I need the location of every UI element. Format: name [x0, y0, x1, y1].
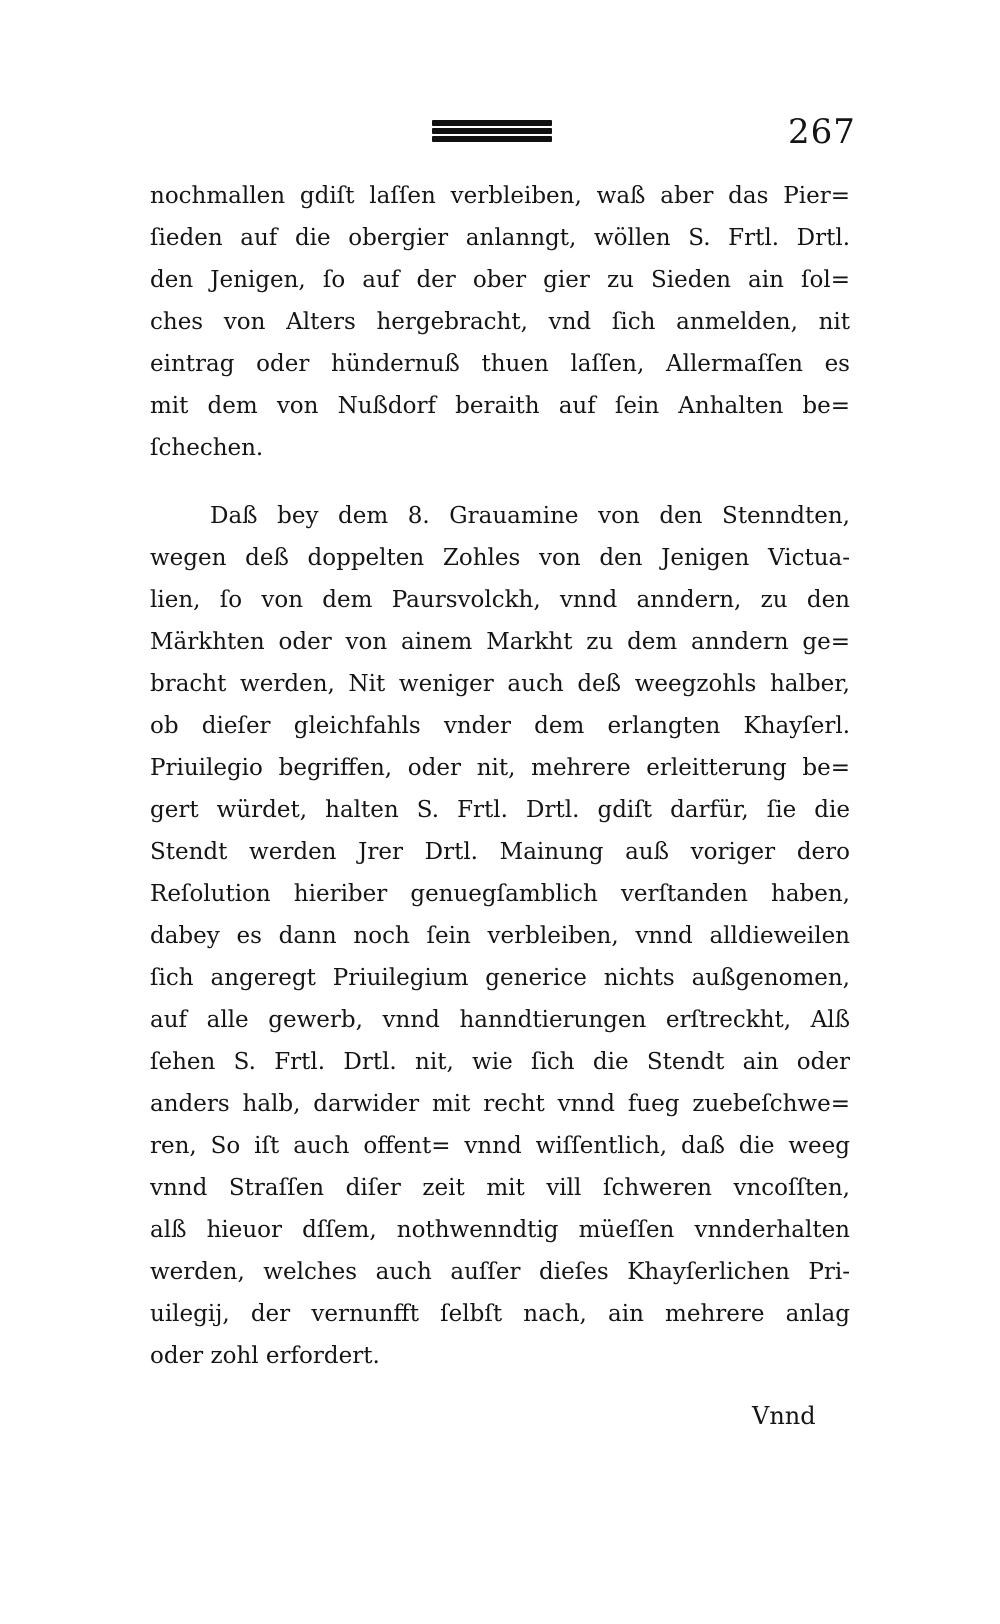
text-line: dabey es dann noch ſein verbleiben, vnnd alldieweilen [150, 923, 850, 949]
page-number: 267 [788, 112, 856, 152]
text-line: ob dieſer gleichfahls vnder dem erlangten Khayſerl. [150, 713, 850, 739]
text-line: ſieden auf die obergier anlanngt, wöllen S. Frtl. Drtl. [150, 225, 850, 251]
text-line: Märkhten oder von ainem Markht zu dem anndern ge= [150, 629, 850, 655]
text-line: ſich angeregt Priuilegium generice nichts außgenomen, [150, 965, 850, 991]
header-ornament-rule [432, 120, 552, 142]
text-line: nochmallen gdiſt laſſen verbleiben, waß aber das Pier= [150, 183, 850, 209]
text-line: Priuilegio begriffen, oder nit, mehrere erleitterung be= [150, 755, 850, 781]
text-line: werden, welches auch auſſer dieſes Khayſerlichen Pri- [150, 1259, 850, 1285]
paragraph-1 [150, 175, 850, 469]
text-line: oder zohl erfordert. [150, 1343, 380, 1369]
text-line: uilegij, der vernunfft ſelbſt nach, ain mehrere anlag [150, 1301, 850, 1327]
text-line: gert würdet, halten S. Frtl. Drtl. gdiſt darfür, ſie die [150, 797, 850, 823]
text-line: den Jenigen, ſo auf der ober gier zu Sieden ain ſol= [150, 267, 850, 293]
text-line: auf alle gewerb, vnnd hanndtierungen erſtreckht, Alß [150, 1007, 850, 1033]
catchword: Vnnd [752, 1402, 816, 1430]
text-line: ſehen S. Frtl. Drtl. nit, wie ſich die Stendt ain oder [150, 1049, 850, 1075]
text-line: ren, So iſt auch offent= vnnd wiſſentlich, daß die weeg [150, 1133, 850, 1159]
text-line: alß hieuor dſſem, nothwenndtig müeſſen vnnderhalten [150, 1217, 850, 1243]
text-line: vnnd Straſſen diſer zeit mit vill ſchweren vncoſſten, [150, 1175, 850, 1201]
text-line: eintrag oder hündernuß thuen laſſen, Allermaſſen es [150, 351, 850, 377]
text-line: bracht werden, Nit weniger auch deß weegzohls halber, [150, 671, 850, 697]
text-line: anders halb, darwider mit recht vnnd fueg zuebeſchwe= [150, 1091, 850, 1117]
text-line: ches von Alters hergebracht, vnd ſich anmelden, nit [150, 309, 850, 335]
text-line: Stendt werden Jrer Drtl. Mainung auß voriger dero [150, 839, 850, 865]
paragraph-2 [150, 495, 850, 1377]
text-line: wegen deß doppelten Zohles von den Jenigen Victua- [150, 545, 850, 571]
text-line: Daß bey dem 8. Grauamine von den Stenndten, [210, 503, 850, 529]
text-line: Reſolution hieriber genuegſamblich verſtanden haben, [150, 881, 850, 907]
text-line: mit dem von Nußdorf beraith auf ſein Anhalten be= [150, 393, 850, 419]
text-line: ſchechen. [150, 435, 264, 461]
text-line: lien, ſo von dem Paursvolckh, vnnd anndern, zu den [150, 587, 850, 613]
